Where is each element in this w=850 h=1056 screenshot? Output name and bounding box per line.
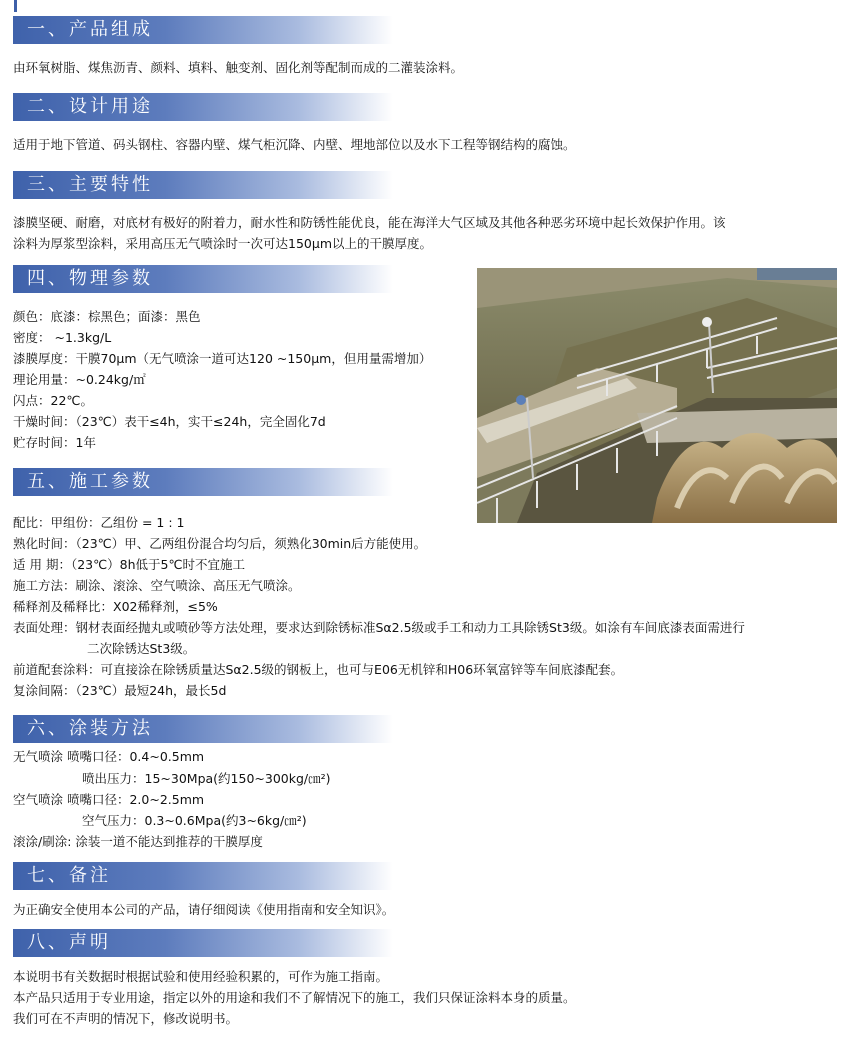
- section-heading-usage: 二、设计用途: [13, 93, 393, 121]
- section-heading-composition: 一、产品组成: [13, 16, 393, 44]
- statement-text-1: 本说明书有关数据时根据试验和使用经验积累的，可作为施工指南。: [13, 969, 389, 984]
- statement-text-2: 本产品只适用于专业用途，指定以外的用途和我们不了解情况下的施工，我们只保证涂料本身的质量。: [13, 990, 576, 1005]
- app-recoat-interval: 复涂间隔：（23℃）最短24h，最长5d: [13, 683, 227, 698]
- param-coverage: 理论用量：~0.24kg/㎡: [13, 372, 146, 387]
- section-heading-coating-methods: 六、涂装方法: [13, 715, 393, 743]
- method-airless-nozzle: 无气喷涂 喷嘴口径：0.4~0.5mm: [13, 749, 205, 764]
- top-accent-mark: [14, 0, 17, 12]
- app-thinner: 稀释剂及稀释比：X02稀释剂，≤5%: [13, 599, 218, 614]
- usage-text: 适用于地下管道、码头钢柱、容器内壁、煤气柜沉降、内壁、埋地部位以及水下工程等钢结构的腐蚀。: [13, 137, 576, 152]
- param-storage-time: 贮存时间：1年: [13, 435, 96, 450]
- method-air-pressure: 空气压力：0.3~0.6Mpa(约3~6kg/㎝²): [82, 813, 307, 828]
- section-heading-physical-params: 四、物理参数: [13, 265, 393, 293]
- statement-text-3: 我们可在不声明的情况下，修改说明书。: [13, 1011, 239, 1026]
- method-air-nozzle: 空气喷涂 喷嘴口径：2.0~2.5mm: [13, 792, 205, 807]
- app-surface-prep-1: 表面处理：钢材表面经抛丸或喷砂等方法处理，要求达到除锈标准Sα2.5级或手工和动力工具除锈St3级。如涂有车间底漆表面需进行: [13, 620, 745, 635]
- section-heading-statement: 八、声明: [13, 929, 393, 957]
- wastewater-treatment-photo: [477, 268, 837, 523]
- app-compatible-primers: 前道配套涂料：可直接涂在除锈质量达Sα2.5级的钢板上，也可与E06无机锌和H06环氧富锌等车间底漆配套。: [13, 662, 624, 677]
- param-drying-time: 干燥时间：（23℃）表干≤4h，实干≤24h，完全固化7d: [13, 414, 326, 429]
- section-heading-features: 三、主要特性: [13, 171, 393, 199]
- param-color: 颜色：底漆：棕黑色；面漆：黑色: [13, 309, 201, 324]
- app-mix-ratio: 配比：甲组份：乙组份 = 1 : 1: [13, 515, 185, 530]
- app-methods: 施工方法：刷涂、滚涂、空气喷涂、高压无气喷涂。: [13, 578, 301, 593]
- remarks-text: 为正确安全使用本公司的产品，请仔细阅读《使用指南和安全知识》。: [13, 902, 395, 917]
- param-density: 密度： ~1.3kg/L: [13, 330, 112, 345]
- param-flash-point: 闪点：22℃。: [13, 393, 93, 408]
- method-airless-pressure: 喷出压力：15~30Mpa(约150~300kg/㎝²): [82, 771, 331, 786]
- section-heading-application-params: 五、施工参数: [13, 468, 393, 496]
- method-roller-brush: 滚涂/刷涂: 涂装一道不能达到推荐的干膜厚度: [13, 834, 263, 849]
- app-induction-time: 熟化时间：（23℃）甲、乙两组份混合均匀后，须熟化30min后方能使用。: [13, 536, 427, 551]
- features-text-2: 涂料为厚浆型涂料，采用高压无气喷涂时一次可达150μm以上的干膜厚度。: [13, 236, 432, 251]
- composition-text: 由环氧树脂、煤焦沥青、颜料、填料、触变剂、固化剂等配制而成的二灌装涂料。: [13, 60, 464, 75]
- param-film-thickness: 漆膜厚度：干膜70μm（无气喷涂一道可达120 ~150μm，但用量需增加）: [13, 351, 432, 366]
- app-pot-life: 适 用 期：（23℃）8h低于5℃时不宜施工: [13, 557, 246, 572]
- features-text-1: 漆膜坚硬、耐磨，对底材有极好的附着力，耐水性和防锈性能优良，能在海洋大气区域及其他各种恶劣环境中起长效保护作用。该: [13, 215, 726, 230]
- app-surface-prep-2: 二次除锈达St3级。: [87, 641, 196, 656]
- section-heading-remarks: 七、备注: [13, 862, 393, 890]
